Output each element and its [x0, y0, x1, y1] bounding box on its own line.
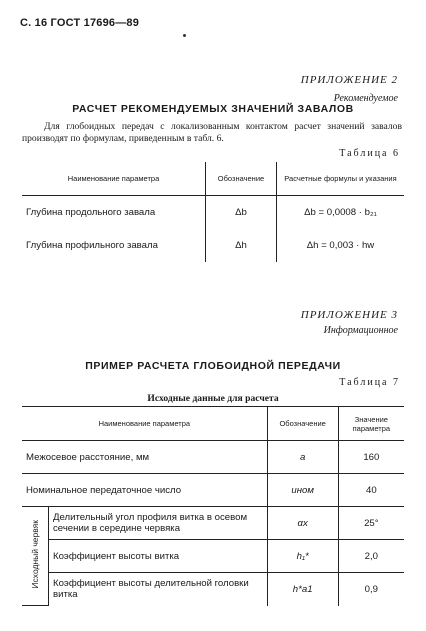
t7-cell-symbol: h*a1	[267, 573, 338, 606]
t7-cell-name: Коэффициент высоты витка	[49, 540, 268, 573]
t7-cell-name: Делительный угол профиля витка в осевом сечении в середине червяка	[49, 507, 268, 540]
table-6	[22, 162, 404, 262]
t7-cell-value: 2,0	[338, 540, 404, 573]
t6-cell-formula: Δb = 0,0008 · b₂₁	[304, 207, 377, 218]
table-row	[22, 474, 404, 507]
t7-header-value: Значение параметра	[338, 407, 404, 441]
t7-header-symbol: Обозначение	[267, 407, 338, 441]
t7-header-name: Наименование параметра	[22, 407, 267, 441]
t6-cell-symbol: Δb	[206, 196, 277, 230]
t7-cell-symbol: αx	[267, 507, 338, 540]
t6-header-symbol: Обозначение	[206, 162, 277, 196]
t6-cell-name: Глубина продольного завала	[22, 196, 206, 230]
appendix-3-status: Информационное	[323, 325, 398, 336]
t7-cell-symbol: uном	[267, 474, 338, 507]
appendix-2-title: РАСЧЕТ РЕКОМЕНДУЕМЫХ ЗНАЧЕНИЙ ЗАВАЛОВ	[72, 103, 354, 115]
appendix-2-status: Рекомендуемое	[333, 93, 398, 104]
t6-cell-name: Глубина профильного завала	[22, 229, 206, 262]
table-7	[22, 406, 404, 606]
table-row	[22, 573, 404, 606]
table-6-label: Таблица 6	[339, 148, 400, 159]
appendix-2-label: ПРИЛОЖЕНИЕ 2	[300, 74, 398, 86]
appendix-2-paragraph: Для глобоидных передач с локализованным контактом расчет значений завалов производят по формулам, приведенным в табл. 6.	[22, 121, 402, 144]
group-label-cell	[22, 507, 49, 606]
page-header: С. 16 ГОСТ 17696—89	[20, 17, 140, 29]
appendix-3-label: ПРИЛОЖЕНИЕ 3	[300, 309, 398, 321]
t7-cell-value: 25°	[338, 507, 404, 540]
t7-cell-value: 0,9	[364, 583, 378, 595]
t6-header-formula: Расчетные формулы и указания	[277, 162, 405, 196]
t7-cell-symbol: a	[267, 441, 338, 474]
appendix-3-title: ПРИМЕР РАСЧЕТА ГЛОБОИДНОЙ ПЕРЕДАЧИ	[85, 360, 341, 372]
t6-cell-symbol: Δh	[206, 229, 277, 262]
table-row	[22, 441, 404, 474]
dot-mark	[183, 34, 186, 37]
t6-header-name: Наименование параметра	[22, 162, 206, 196]
group-label: Исходный червяк	[30, 520, 40, 589]
t7-cell-symbol: h₁*	[267, 540, 338, 573]
table-row	[22, 196, 404, 230]
table-7-subtitle: Исходные данные для расчета	[147, 393, 279, 404]
t7-cell-name: Номинальное передаточное число	[22, 474, 267, 507]
t6-cell-formula: Δh = 0,003 · hw	[306, 240, 375, 251]
t7-cell-name: Межосевое расстояние, мм	[22, 441, 267, 474]
table-row	[22, 540, 404, 573]
table-row	[22, 229, 404, 262]
t7-cell-value: 160	[338, 441, 404, 474]
table-7-label: Таблица 7	[339, 377, 400, 388]
table-row	[22, 507, 404, 540]
t7-cell-value: 40	[338, 474, 404, 507]
t7-cell-name: Коэффициент высоты делительной головки витка	[49, 573, 268, 606]
